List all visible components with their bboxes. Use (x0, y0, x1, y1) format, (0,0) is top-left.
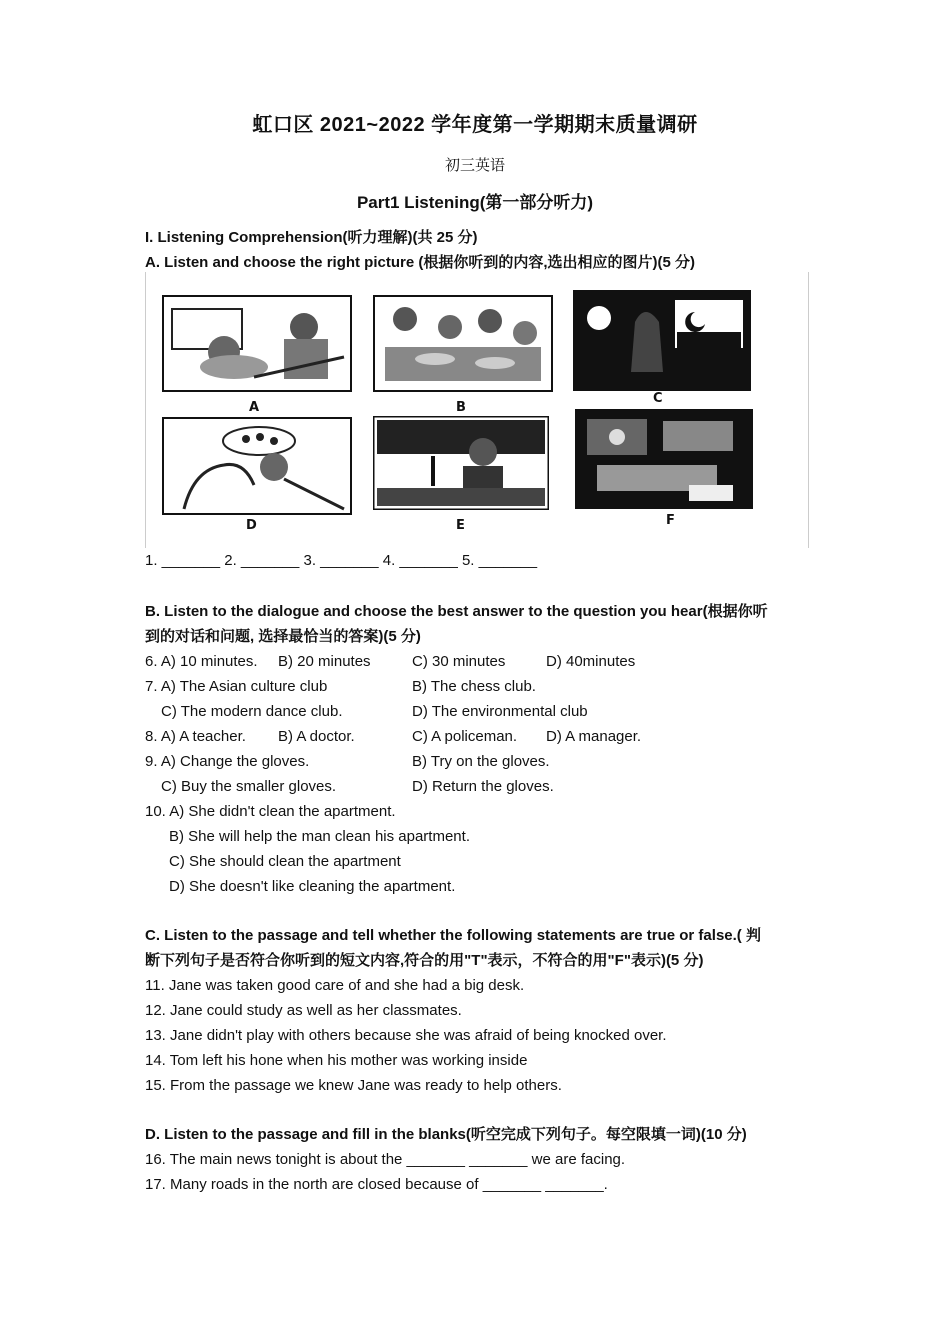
part-heading: Part1 Listening(第一部分听力) (356, 193, 594, 212)
picture-f-drawing (577, 411, 751, 507)
q6-option-c: C) 30 minutes (412, 653, 506, 670)
section-b-heading-2: 到的对话和问题, 选择最恰当的答案)(5 分) (145, 628, 421, 645)
q9-option-c: C) Buy the smaller gloves. (161, 778, 337, 795)
picture-b-image (373, 295, 553, 392)
picture-c-image (573, 290, 751, 391)
q9-option-b: B) Try on the gloves. (412, 753, 550, 770)
picture-e-label: E (456, 518, 465, 533)
picture-f-image (575, 409, 753, 509)
section-i-heading: I. Listening Comprehension(听力理解)(共 25 分) (145, 229, 478, 246)
statement-14: 14. Tom left his hone when his mother was working inside (145, 1052, 528, 1069)
q7-option-c: C) The modern dance club. (161, 703, 343, 720)
statement-13: 13. Jane didn't play with others because she was afraid of being knocked over. (145, 1027, 667, 1044)
picture-c-label: C (653, 391, 663, 406)
fill-blank-16: 16. The main news tonight is about the _______ _______ we are facing. (145, 1151, 626, 1168)
q8-option-b: B) A doctor. (278, 728, 355, 745)
section-a-heading: A. Listen and choose the right picture (根据你听到的内容,选出相应的图片)(5 分) (145, 254, 696, 271)
picture-d-image (162, 417, 352, 515)
q10-option-b: B) She will help the man clean his apartment. (169, 828, 470, 845)
q9-option-d: D) Return the gloves. (412, 778, 554, 795)
fill-blank-17: 17. Many roads in the north are closed because of _______ _______. (145, 1176, 608, 1193)
q6-option-d: D) 40minutes (546, 653, 636, 670)
question-8 (145, 727, 805, 747)
section-a-answer-blanks: 1. _______ 2. _______ 3. _______ 4. _______ 5. _______ (145, 552, 538, 569)
page-title: 虹口区 2021~2022 学年度第一学期期末质量调研 (252, 114, 698, 136)
picture-e-drawing (373, 416, 549, 510)
q8-option-d: D) A manager. (546, 728, 642, 745)
statement-12: 12. Jane could study as well as her classmates. (145, 1002, 462, 1019)
q7-option-a: 7. A) The Asian culture club (145, 678, 328, 695)
picture-a-drawing (164, 297, 350, 390)
section-c-heading-2: 断下列句子是否符合你听到的短文内容,符合的用"T"表示，不符合的用"F"表示)(5 分) (145, 952, 704, 969)
section-c-heading-1: C. Listen to the passage and tell whether the following statements are true or false.( 判 (145, 927, 761, 944)
picture-a-image (162, 295, 352, 392)
q7-option-b: B) The chess club. (412, 678, 536, 695)
statement-11: 11. Jane was taken good care of and she had a big desk. (145, 977, 525, 994)
statement-15: 15. From the passage we knew Jane was ready to help others. (145, 1077, 562, 1094)
question-7-row-1 (145, 677, 805, 697)
picture-figure (145, 272, 809, 548)
q7-option-d: D) The environmental club (412, 703, 588, 720)
picture-e-image (373, 416, 549, 510)
q10-option-d: D) She doesn't like cleaning the apartment. (169, 878, 456, 895)
question-9-row-2 (145, 777, 805, 797)
section-d-heading: D. Listen to the passage and fill in the blanks(听空完成下列句子。每空限填一词)(10 分) (145, 1126, 747, 1143)
picture-b-label: B (456, 400, 466, 415)
section-b-heading-1: B. Listen to the dialogue and choose the best answer to the question you hear(根据你听 (145, 603, 768, 620)
q10-option-a: 10. A) She didn't clean the apartment. (145, 803, 396, 820)
q9-option-a: 9. A) Change the gloves. (145, 753, 310, 770)
question-7-row-2 (145, 702, 805, 722)
q6-option-a: 6. A) 10 minutes. (145, 653, 258, 670)
q6-option-b: B) 20 minutes (278, 653, 371, 670)
picture-b-drawing (375, 297, 551, 390)
page-subtitle: 初三英语 (444, 157, 505, 174)
q8-option-a: 8. A) A teacher. (145, 728, 246, 745)
picture-d-drawing (164, 419, 350, 513)
q10-option-c: C) She should clean the apartment (169, 853, 401, 870)
question-9-row-1 (145, 752, 805, 772)
picture-a-label: A (249, 400, 260, 415)
picture-f-label: F (666, 513, 675, 528)
q8-option-c: C) A policeman. (412, 728, 518, 745)
picture-c-drawing (575, 292, 749, 389)
picture-d-label: D (246, 518, 257, 533)
question-6 (145, 652, 805, 672)
